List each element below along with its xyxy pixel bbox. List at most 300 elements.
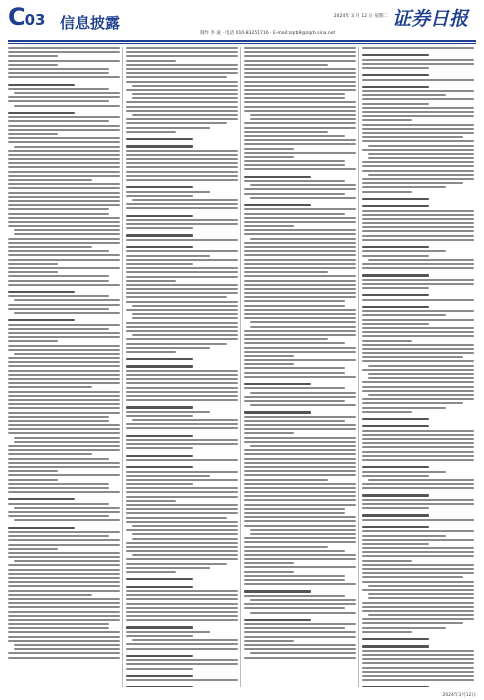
text-line-placeholder — [8, 652, 120, 654]
text-line-placeholder — [362, 59, 474, 61]
text-line-placeholder — [244, 648, 356, 650]
text-line-placeholder — [14, 507, 120, 509]
text-line-placeholder — [8, 196, 120, 198]
column-divider — [358, 47, 359, 687]
text-line-placeholder — [362, 161, 474, 163]
text-line-placeholder — [362, 344, 474, 346]
text-line-placeholder — [244, 495, 356, 497]
text-line-placeholder — [244, 284, 356, 286]
text-line-placeholder — [8, 250, 109, 252]
text-line-placeholder — [244, 76, 356, 78]
text-line-placeholder — [8, 470, 58, 472]
text-line-placeholder — [244, 242, 356, 244]
text-line-placeholder — [362, 519, 474, 521]
text-line-placeholder — [8, 192, 120, 194]
text-line-placeholder — [362, 119, 412, 121]
text-line-placeholder — [368, 479, 474, 481]
text-line-placeholder — [8, 332, 120, 334]
text-line-placeholder — [362, 79, 474, 81]
text-line-placeholder — [8, 391, 120, 393]
text-line-placeholder — [244, 101, 356, 103]
text-line-placeholder — [126, 374, 238, 376]
text-line-placeholder — [244, 420, 345, 422]
editor-contact-line: 制作 李 波 · 电话 010-83251716 · E-mail:zqrb9@zqrb.sina.net — [200, 31, 336, 36]
text-line-placeholder — [8, 598, 120, 600]
text-line-placeholder — [244, 275, 356, 277]
text-line-placeholder — [362, 398, 474, 400]
text-line-placeholder — [244, 309, 356, 311]
text-line-placeholder — [8, 100, 109, 102]
text-line-placeholder — [250, 326, 356, 328]
text-line-placeholder — [362, 483, 474, 485]
text-line-placeholder — [8, 328, 109, 330]
text-line-placeholder — [8, 308, 109, 310]
text-line-placeholder — [362, 535, 446, 537]
text-line-placeholder — [362, 263, 474, 265]
text-line-placeholder — [14, 648, 120, 650]
text-line-placeholder — [244, 225, 294, 227]
text-line-placeholder — [8, 631, 120, 633]
text-line-placeholder — [8, 594, 92, 596]
text-line-placeholder — [368, 365, 474, 367]
text-line-placeholder — [8, 527, 75, 529]
text-line-placeholder — [244, 233, 356, 235]
text-line-placeholder — [250, 529, 356, 531]
text-line-placeholder — [250, 599, 356, 601]
text-line-placeholder — [244, 288, 356, 290]
text-column-3 — [244, 47, 356, 687]
text-line-placeholder — [8, 324, 120, 326]
text-line-placeholder — [362, 210, 474, 212]
text-line-placeholder — [362, 589, 474, 591]
text-line-placeholder — [126, 280, 176, 282]
text-line-placeholder — [126, 255, 210, 257]
text-line-placeholder — [126, 626, 193, 628]
text-line-placeholder — [362, 581, 474, 583]
text-line-placeholder — [8, 88, 109, 90]
text-line-placeholder — [8, 357, 120, 359]
text-line-placeholder — [244, 97, 345, 99]
article-columns — [8, 47, 476, 687]
text-line-placeholder — [362, 507, 429, 509]
text-line-placeholder — [362, 230, 474, 232]
text-line-placeholder — [8, 503, 109, 505]
text-line-placeholder — [244, 387, 345, 389]
text-line-placeholder — [362, 111, 474, 113]
text-line-placeholder — [126, 106, 238, 108]
text-line-placeholder — [126, 603, 238, 605]
text-line-placeholder — [126, 406, 193, 408]
text-line-placeholder — [362, 319, 474, 321]
text-line-placeholder — [362, 560, 412, 562]
text-line-placeholder — [362, 543, 429, 545]
text-line-placeholder — [250, 321, 356, 323]
text-line-placeholder — [126, 162, 238, 164]
section-code — [8, 5, 46, 32]
text-line-placeholder — [126, 611, 238, 613]
text-line-placeholder — [362, 446, 474, 448]
newspaper-logo: 证券日报 — [391, 8, 468, 30]
text-line-placeholder — [126, 338, 238, 340]
text-line-placeholder — [362, 618, 474, 620]
text-line-placeholder — [126, 466, 193, 468]
text-line-placeholder — [126, 546, 238, 548]
text-line-placeholder — [126, 475, 210, 477]
text-line-placeholder — [362, 547, 474, 549]
text-line-placeholder — [126, 479, 238, 481]
text-line-placeholder — [362, 539, 474, 541]
text-line-placeholder — [244, 575, 345, 577]
text-line-placeholder — [14, 299, 120, 301]
text-line-placeholder — [8, 623, 109, 625]
text-line-placeholder — [8, 428, 120, 430]
text-line-placeholder — [132, 97, 238, 99]
text-line-placeholder — [244, 351, 356, 353]
text-line-placeholder — [126, 145, 193, 147]
text-line-placeholder — [244, 55, 356, 57]
text-line-placeholder — [244, 110, 356, 112]
text-line-placeholder — [8, 187, 120, 189]
text-line-placeholder — [362, 107, 474, 109]
text-line-placeholder — [8, 150, 120, 152]
text-line-placeholder — [8, 137, 120, 139]
text-line-placeholder — [126, 358, 193, 360]
text-line-placeholder — [126, 365, 193, 367]
text-line-placeholder — [362, 191, 412, 193]
text-line-placeholder — [244, 428, 356, 430]
text-line-placeholder — [8, 412, 120, 414]
text-line-placeholder — [244, 416, 356, 418]
text-line-placeholder — [362, 47, 474, 49]
text-line-placeholder — [126, 487, 238, 489]
text-line-placeholder — [14, 441, 120, 443]
text-line-placeholder — [126, 686, 193, 687]
text-column-1 — [8, 47, 120, 687]
text-line-placeholder — [244, 411, 311, 413]
text-line-placeholder — [8, 120, 109, 122]
text-line-placeholder — [244, 313, 356, 315]
text-line-placeholder — [244, 520, 356, 522]
text-line-placeholder — [368, 153, 474, 155]
text-line-placeholder — [250, 114, 356, 116]
text-line-placeholder — [8, 420, 109, 422]
text-line-placeholder — [126, 239, 238, 241]
text-line-placeholder — [362, 306, 429, 308]
text-line-placeholder — [126, 643, 238, 645]
text-line-placeholder — [362, 645, 429, 647]
text-line-placeholder — [126, 631, 210, 633]
text-line-placeholder — [244, 363, 294, 365]
text-line-placeholder — [8, 432, 120, 434]
text-line-placeholder — [8, 166, 120, 168]
text-line-placeholder — [126, 675, 193, 677]
text-line-placeholder — [244, 127, 356, 129]
text-line-placeholder — [8, 374, 120, 376]
text-line-placeholder — [8, 345, 120, 347]
text-line-placeholder — [8, 259, 120, 261]
text-line-placeholder — [244, 168, 356, 170]
text-line-placeholder — [362, 255, 429, 257]
text-line-placeholder — [8, 84, 75, 86]
text-line-placeholder — [8, 242, 120, 244]
text-line-placeholder — [8, 246, 92, 248]
text-line-placeholder — [244, 640, 294, 642]
text-line-placeholder — [244, 250, 356, 252]
text-line-placeholder — [244, 483, 356, 485]
text-line-placeholder — [362, 103, 429, 105]
text-line-placeholder — [126, 504, 238, 506]
text-line-placeholder — [126, 234, 193, 236]
text-line-placeholder — [126, 655, 193, 657]
text-line-placeholder — [244, 462, 356, 464]
text-line-placeholder — [8, 403, 120, 405]
text-line-placeholder — [8, 556, 120, 558]
text-line-placeholder — [250, 238, 356, 240]
header-rule-thick — [8, 40, 476, 42]
text-line-placeholder — [126, 259, 238, 261]
text-line-placeholder — [126, 326, 238, 328]
text-line-placeholder — [126, 271, 238, 273]
text-line-placeholder — [244, 296, 356, 298]
text-line-placeholder — [244, 607, 345, 609]
text-line-placeholder — [126, 171, 238, 173]
masthead — [0, 0, 484, 44]
text-line-placeholder — [126, 395, 238, 397]
text-line-placeholder — [126, 491, 238, 493]
text-line-placeholder — [362, 250, 446, 252]
text-line-placeholder — [126, 668, 193, 670]
text-line-placeholder — [126, 529, 238, 531]
text-line-placeholder — [244, 516, 356, 518]
text-line-placeholder — [8, 573, 120, 575]
text-line-placeholder — [362, 606, 474, 608]
text-line-placeholder — [8, 636, 120, 638]
text-line-placeholder — [244, 93, 345, 95]
text-line-placeholder — [126, 64, 238, 66]
text-line-placeholder — [362, 442, 474, 444]
text-line-placeholder — [126, 496, 238, 498]
text-line-placeholder — [362, 74, 429, 76]
text-line-placeholder — [244, 627, 345, 629]
text-line-placeholder — [244, 636, 356, 638]
text-line-placeholder — [244, 367, 345, 369]
text-line-placeholder — [244, 372, 345, 374]
text-line-placeholder — [8, 483, 109, 485]
text-line-placeholder — [8, 349, 120, 351]
text-line-placeholder — [132, 419, 238, 421]
text-line-placeholder — [362, 352, 474, 354]
text-line-placeholder — [126, 138, 193, 140]
text-line-placeholder — [8, 47, 120, 49]
text-line-placeholder — [126, 399, 238, 401]
text-line-placeholder — [244, 176, 311, 178]
text-line-placeholder — [244, 246, 356, 248]
text-line-placeholder — [8, 64, 58, 66]
text-line-placeholder — [244, 263, 356, 265]
text-line-placeholder — [132, 313, 238, 315]
text-line-placeholder — [368, 394, 474, 396]
publication-date: 2024年 3 月 12 日 星期二 — [333, 14, 388, 19]
text-line-placeholder — [126, 195, 193, 197]
text-line-placeholder — [244, 470, 356, 472]
text-line-placeholder — [132, 538, 238, 540]
text-line-placeholder — [126, 154, 238, 156]
text-line-placeholder — [8, 254, 120, 256]
text-line-placeholder — [362, 386, 474, 388]
text-line-placeholder — [362, 186, 446, 188]
text-line-placeholder — [126, 378, 238, 380]
text-line-placeholder — [8, 133, 58, 135]
text-line-placeholder — [244, 60, 356, 62]
text-line-placeholder — [362, 568, 474, 570]
text-line-placeholder — [8, 462, 120, 464]
text-line-placeholder — [244, 135, 345, 137]
text-line-placeholder — [8, 515, 109, 517]
text-line-placeholder — [8, 213, 109, 215]
text-line-placeholder — [362, 638, 429, 640]
text-line-placeholder — [362, 323, 429, 325]
text-line-placeholder — [244, 400, 345, 402]
text-line-placeholder — [8, 627, 109, 629]
text-line-placeholder — [8, 657, 120, 659]
text-line-placeholder — [244, 525, 356, 527]
section-letter: C — [8, 3, 25, 31]
text-line-placeholder — [362, 369, 474, 371]
text-line-placeholder — [126, 563, 227, 565]
text-line-placeholder — [8, 175, 120, 177]
text-line-placeholder — [126, 619, 238, 621]
text-line-placeholder — [8, 449, 120, 451]
text-line-placeholder — [362, 86, 429, 88]
text-line-placeholder — [8, 112, 75, 114]
text-line-placeholder — [126, 607, 238, 609]
text-line-placeholder — [244, 571, 294, 573]
text-line-placeholder — [126, 435, 193, 437]
text-line-placeholder — [132, 533, 238, 535]
text-line-placeholder — [126, 89, 238, 91]
text-line-placeholder — [132, 85, 238, 87]
text-line-placeholder — [14, 233, 120, 235]
text-line-placeholder — [8, 291, 75, 293]
text-line-placeholder — [244, 479, 328, 481]
text-line-placeholder — [244, 347, 356, 349]
text-line-placeholder — [244, 204, 311, 206]
text-line-placeholder — [244, 47, 356, 49]
text-line-placeholder — [362, 434, 474, 436]
text-line-placeholder — [362, 572, 474, 574]
text-line-placeholder — [362, 283, 474, 285]
text-line-placeholder — [14, 105, 120, 107]
text-line-placeholder — [126, 55, 238, 57]
text-line-placeholder — [126, 122, 227, 124]
text-line-placeholder — [8, 284, 120, 286]
text-line-placeholder — [8, 590, 120, 592]
text-line-placeholder — [244, 562, 294, 564]
text-line-placeholder — [244, 603, 356, 605]
text-line-placeholder — [14, 644, 120, 646]
text-line-placeholder — [8, 399, 120, 401]
text-line-placeholder — [362, 246, 429, 248]
text-line-placeholder — [126, 219, 238, 221]
text-line-placeholder — [244, 81, 356, 83]
text-line-placeholder — [244, 221, 356, 223]
text-line-placeholder — [244, 449, 356, 451]
text-line-placeholder — [126, 411, 210, 413]
text-line-placeholder — [126, 427, 238, 429]
text-line-placeholder — [132, 93, 238, 95]
text-line-placeholder — [126, 343, 227, 345]
text-line-placeholder — [126, 81, 238, 83]
text-line-placeholder — [244, 267, 356, 269]
text-line-placeholder — [8, 208, 109, 210]
text-line-placeholder — [362, 602, 474, 604]
text-line-placeholder — [8, 158, 120, 160]
text-line-placeholder — [362, 402, 463, 404]
text-line-placeholder — [8, 474, 120, 476]
text-line-placeholder — [126, 447, 193, 449]
text-line-placeholder — [8, 539, 120, 541]
text-line-placeholder — [362, 115, 474, 117]
text-line-placeholder — [126, 558, 238, 560]
text-line-placeholder — [8, 407, 120, 409]
text-line-placeholder — [362, 390, 474, 392]
text-line-placeholder — [126, 370, 238, 372]
text-line-placeholder — [362, 198, 429, 200]
text-line-placeholder — [362, 658, 474, 660]
text-line-placeholder — [368, 377, 474, 379]
text-line-placeholder — [250, 392, 356, 394]
text-line-placeholder — [126, 296, 227, 298]
text-line-placeholder — [244, 305, 345, 307]
text-line-placeholder — [362, 459, 474, 461]
text-line-placeholder — [8, 162, 120, 164]
text-line-placeholder — [132, 317, 238, 319]
text-line-placeholder — [126, 459, 238, 461]
text-line-placeholder — [244, 595, 345, 597]
text-line-placeholder — [14, 560, 120, 562]
text-line-placeholder — [362, 165, 474, 167]
text-line-placeholder — [126, 471, 238, 473]
text-line-placeholder — [126, 101, 238, 103]
text-line-placeholder — [126, 227, 193, 229]
text-line-placeholder — [8, 340, 58, 342]
text-line-placeholder — [126, 521, 238, 523]
text-line-placeholder — [8, 55, 58, 57]
text-line-placeholder — [362, 381, 474, 383]
text-line-placeholder — [362, 335, 474, 337]
text-line-placeholder — [126, 387, 238, 389]
text-line-placeholder — [362, 205, 429, 207]
text-line-placeholder — [8, 445, 120, 447]
text-line-placeholder — [362, 499, 474, 501]
text-line-placeholder — [126, 455, 193, 457]
text-line-placeholder — [362, 622, 463, 624]
text-line-placeholder — [244, 631, 356, 633]
text-line-placeholder — [126, 191, 210, 193]
text-line-placeholder — [126, 659, 238, 661]
text-line-placeholder — [132, 525, 238, 527]
text-line-placeholder — [250, 652, 356, 654]
text-line-placeholder — [126, 301, 238, 303]
text-line-placeholder — [368, 585, 474, 587]
text-line-placeholder — [8, 395, 120, 397]
text-line-placeholder — [362, 425, 429, 427]
text-line-placeholder — [126, 60, 176, 62]
text-line-placeholder — [244, 554, 356, 556]
text-line-placeholder — [362, 667, 474, 669]
text-line-placeholder — [126, 179, 238, 181]
text-line-placeholder — [250, 197, 356, 199]
